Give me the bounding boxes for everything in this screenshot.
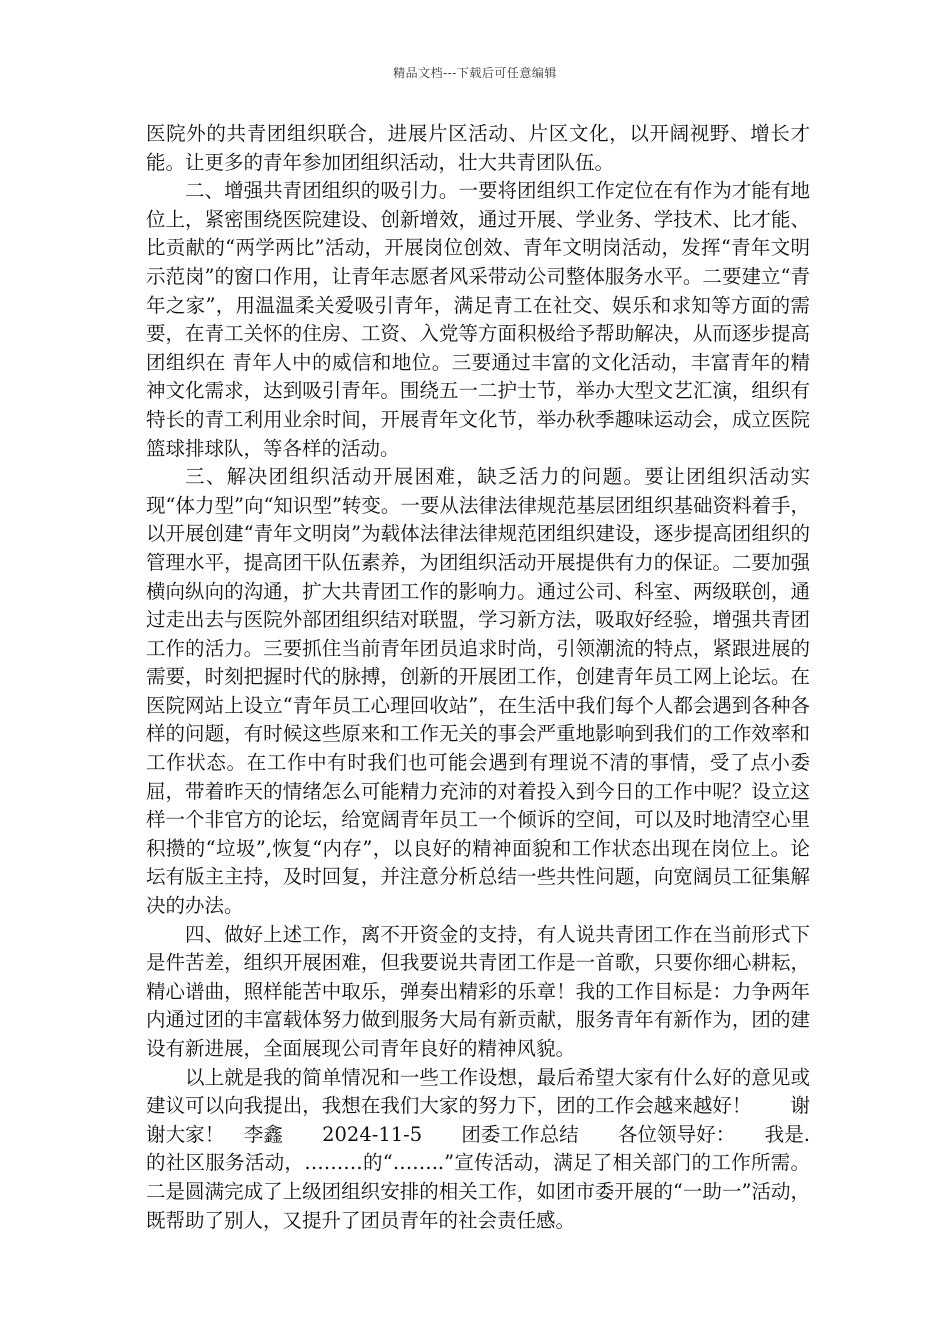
paragraph-5: 以上就是我的简单情况和一些工作设想，最后希望大家有什么好的意见或建议可以向我提出，我想在我们大家的努力下，团的工作会越来越好！ 谢谢大家！ 李鑫 2024-11-5 团委工作总结 各位领导好： 我是.的社区服务活动，………的“……..”宣传活动，满足了相关部门的工作所需。二是圆满完成了上级团组织安排的相关工作，如团市委开展的“一助一”活动，既帮助了别人，又提升了团员青年的社会责任感。 [146,1065,810,1232]
paragraph-1: 医院外的共青团组织联合，进展片区活动、片区文化，以开阔视野、增长才能。让更多的青年参加团组织活动，壮大共青团队伍。 [146,122,810,174]
paragraph-4: 四、做好上述工作，离不开资金的支持，有人说共青团工作在当前形式下是件苦差，组织开展困难，但我要说共青团工作是一首歌，只要你细心耕耘，精心谱曲，照样能苦中取乐，弹奏出精彩的乐章！我的工作目标是：力争两年内通过团的丰富载体努力做到服务大局有新贡献，服务青年有新作为，团的建设有新进展，全面展现公司青年良好的精神风貌。 [146,922,810,1060]
paragraph-2: 二、增强共青团组织的吸引力。一要将团组织工作定位在有作为才能有地位上，紧密围绕医院建设、创新增效，通过开展、学业务、学技术、比才能、比贡献的“两学两比”活动，开展岗位创效、青年文明岗活动，发挥“青年文明示范岗”的窗口作用，让青年志愿者风采带动公司整体服务水平。二要建立“青年之家”，用温温柔关爱吸引青年，满足青工在社交、娱乐和求知等方面的需要，在青工关怀的住房、工资、入党等方面积极给予帮助解决，从而逐步提高团组织在 青年人中的威信和地位。三要通过丰富的文化活动，丰富青年的精神文化需求，达到吸引青年。围绕五一二护士节，举办大型文艺汇演，组织有特长的青工利用业余时间，开展青年文化节，举办秋季趣味运动会，成立医院篮球排球队，等各样的活动。 [146,179,810,460]
document-body [146,120,810,1235]
paragraph-3: 三、解决团组织活动开展困难，缺乏活力的问题。要让团组织活动实现“体力型”向“知识型”转变。一要从法律法律规范基层团组织基础资料着手，以开展创建“青年文明岗”为载体法律法律规范团组织建设，逐步提高团组织的管理水平，提高团干队伍素养，为团组织活动开展提供有力的保证。二要加强横向纵向的沟通，扩大共青团工作的影响力。通过公司、科室、两级联创，通过走出去与医院外部团组织结对联盟，学习新方法，吸取好经验，增强共青团工作的活力。三要抓住当前青年团员追求时尚，引领潮流的特点，紧跟进展的需要，时刻把握时代的脉搏，创新的开展团工作，创建青年员工网上论坛。在医院网站上设立“青年员工心理回收站”，在生活中我们每个人都会遇到各种各样的问题，有时候这些原来和工作无关的事会严重地影响到我们的工作效率和工作状态。在工作中有时我们也可能会遇到有理说不清的事情，受了点小委屈，带着昨天的情绪怎么可能精力充沛的对着投入到今日的工作中呢？设立这样一个非官方的论坛，给宽阔青年员工一个倾诉的空间，可以及时地清空心里积攒的“垃圾”,恢复“内存”，以良好的精神面貌和工作状态出现在岗位上。论坛有版主主持，及时回复，并注意分析总结一些共性问题，向宽阔员工征集解决的办法。 [146,465,810,918]
page-header: 精品文档---下载后可任意编辑 [393,66,557,80]
